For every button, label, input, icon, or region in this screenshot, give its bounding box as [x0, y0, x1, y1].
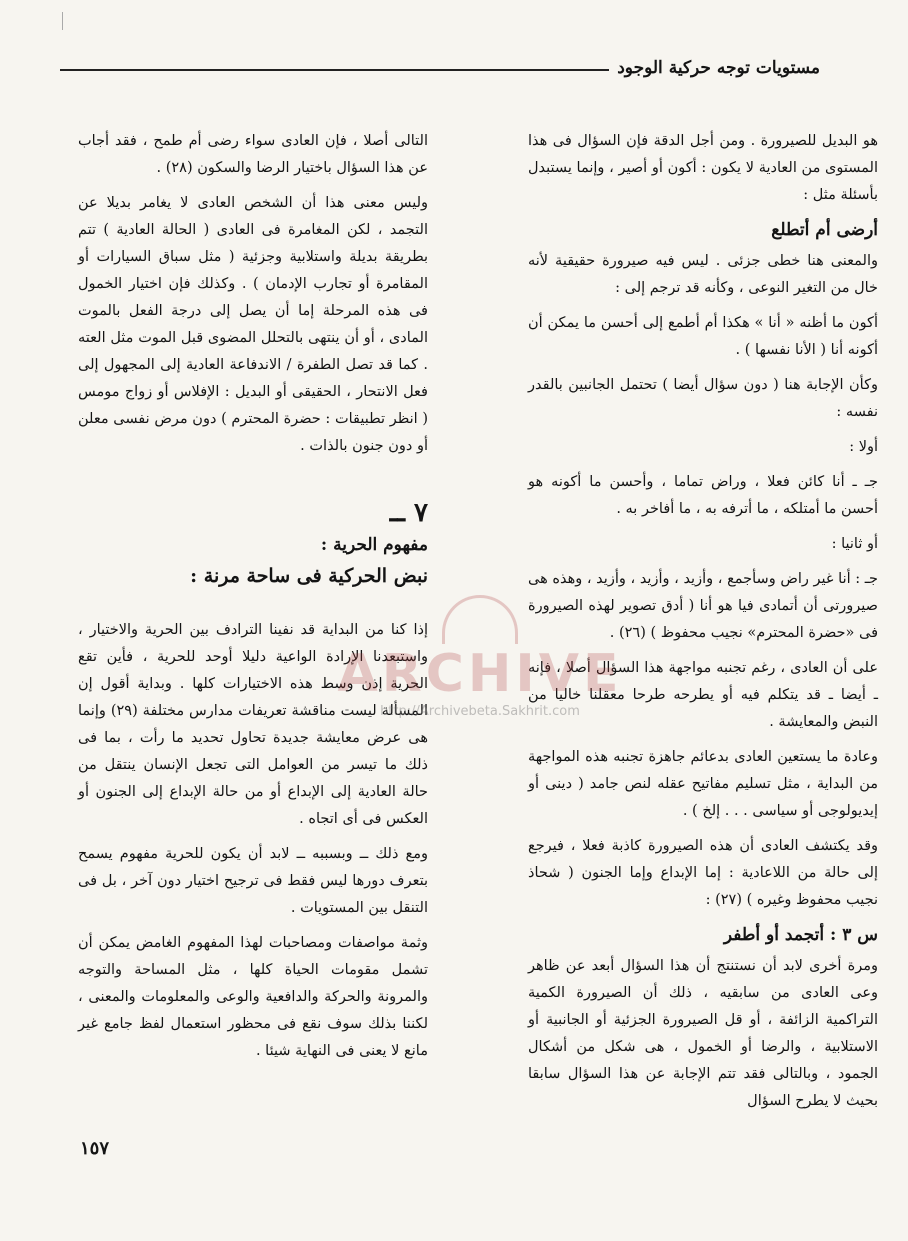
paragraph: أكون ما أظنه « أنا » هكذا أم أطمع إلى أحسن ما يمكن أن أكونه أنا ( الأنا نفسها ) .: [528, 315, 878, 358]
paragraph: وقد يكتشف العادى أن هذه الصيرورة كاذبة فعلا ، فيرجع إلى حالة من اللاعادية : إما الإبداع وإما الجنون ( شحاذ نجيب محفوظ وغيره ) (٢٧) :: [528, 838, 878, 908]
section-subtitle: نبض الحركية فى ساحة مرنة :: [190, 565, 428, 587]
paragraph: على أن العادى ، رغم تجنبه مواجهة هذا السؤال أصلا ، فإنه ـ أيضا ـ قد يتكلم فيه أو يطرحه طرحا معقلنا خاليا من النبض والمعايشة .: [528, 660, 878, 730]
paragraph: التالى أصلا ، فإن العادى سواء رضى أم طمح ، فقد أجاب عن هذا السؤال باختيار الرضا والسكون (٢٨) .: [78, 133, 428, 176]
header-rule: [60, 69, 609, 71]
running-header-title: مستويات توجه حركية الوجود: [617, 58, 820, 78]
left-column: [78, 128, 428, 1073]
margin-mark: [62, 12, 63, 30]
running-header: [60, 58, 820, 78]
paragraph: ومرة أخرى لابد أن نستنتج أن هذا السؤال أبعد عن ظاهر وعى العادى من سابقيه ، ذلك أن الصيرورة الكمية التراكمية الزائفة ، أو قل الصيرورة الجزئية أو الجانبية أو الاستلابية ، والرضا أو الخمول ، هى شكل من أشكال الجمود ، وبالتالى فقد تتم الإجابة عن هذا السؤال سابقا بحيث لا يطرح السؤال: [528, 958, 878, 1109]
subheading: س ٣ : أتجمد أو أطفر: [723, 925, 878, 945]
watermark-text: ARCHIVE: [337, 644, 623, 704]
paragraph: جـ ـ أنا كائن فعلا ، وراض تماما ، وأحسن ما أكونه هو أحسن ما أمتلكه ، ما أترفه به ، ما أفاخر به .: [528, 474, 878, 517]
paragraph: وعادة ما يستعين العادى بدعائم جاهزة تجنبه هذه المواجهة من البداية ، مثل تسليم مفاتيح عقله لنص جامد ( دينى أو إيديولوجى أو سياسى . . . إلخ ) .: [528, 749, 878, 819]
right-column: [528, 128, 878, 1123]
subheading: أرضى أم أتطلع: [771, 220, 878, 240]
paragraph: أو ثانيا :: [831, 536, 878, 552]
page-number: ١٥٧: [80, 1138, 110, 1159]
paragraph: جـ : أنا غير راض وسأجمع ، وأزيد ، وأزيد ، وأزيد ، وهذه هى صيرورتى أن أتمادى فيا هو أنا ( أدق تصوير لهذه الصيرورة فى «حضرة المحترم» نجيب محفوظ ) (٢٦) .: [528, 571, 878, 641]
section-number: ٧ ــ: [389, 498, 428, 528]
paragraph: وثمة مواصفات ومصاحبات لهذا المفهوم الغامض يمكن أن تشمل مقومات الحياة كلها ، مثل المساحة والتوجه والمرونة والحركة والدافعية والوعى والمعلومات والمعنى ، لكننا بذلك سوف نقع فى محظور استعمال لفظ جامع غير مانع لا يعنى فى النهاية شيئا .: [78, 935, 428, 1059]
left-column-bottom: [78, 617, 428, 1065]
section-title: مفهوم الحرية :: [320, 535, 428, 555]
paragraph: والمعنى هنا خطى جزئى . ليس فيه صيرورة حقيقية لأنه خال من التغير النوعى ، وكأنه قد ترجم إلى :: [528, 253, 878, 296]
left-column-top: [78, 128, 428, 460]
paragraph: إذا كنا من البداية قد نفينا الترادف بين الحرية والاختيار ، واستبعدنا الإرادة الواعية دليلا أوحد للحرية ، فأين تقع الحرية إذن وسط هذه الاختيارات كلها . وبداية أقول إن المسألة ليست مناقشة تعريفات مدارس مختلفة (٢٩) وإنما هى عرض معايشة جديدة تحاول تحديد ما رأت ، بما فى ذلك ما تيسر من العوامل التى تجعل الإنسان ينتقل من حالة العادية إلى الإبداع أو من حالة الإبداع إلى الجنون أو العكس فى أى اتجاه .: [78, 622, 428, 827]
watermark-url: http://Archivebeta.Sakhrit.com: [380, 704, 580, 719]
paragraph: وليس معنى هذا أن الشخص العادى لا يغامر بديلا عن التجمد ، لكن المغامرة فى العادى ( الحالة العادية ) تتم بطريقة بديلة واستلابية وجزئية ( مثل سباق السيارات أو المقامرة أو تجارب الإدمان ) . وكذلك فإن اختيار الخمول فى هذه المرحلة إما أن يصل إلى درجة الفعل بالموت المادى ، أو أن ينتهى بالتحلل المضوى قبل الموت مثل العته . كما قد تصل الطفرة / الاندفاعة العادية إلى المجهول إلى فعل الانتحار ، الحقيقى أو البديل : الإفلاس أو زواج مومس ( انظر تطبيقات : حضرة المحترم ) دون مرض نفسى معلن أو دون جنون بالذات .: [78, 195, 428, 454]
paragraph: هو البديل للصيرورة . ومن أجل الدقة فإن السؤال فى هذا المستوى من العادية لا يكون : أكون أو أصير ، وإنما يستبدل بأسئلة مثل :: [528, 133, 878, 203]
paragraph: أولا :: [849, 439, 878, 455]
paragraph: ومع ذلك ــ وبسببه ــ لابد أن يكون للحرية مفهوم يسمح بتعرف دورها ليس فقط فى ترجيح اختيار دون آخر ، بل فى التنقل بين المستويات .: [78, 846, 428, 916]
paragraph: وكأن الإجابة هنا ( دون سؤال أيضا ) تحتمل الجانبين بالقدر نفسه :: [528, 377, 878, 420]
book-logo-icon: [442, 595, 518, 644]
